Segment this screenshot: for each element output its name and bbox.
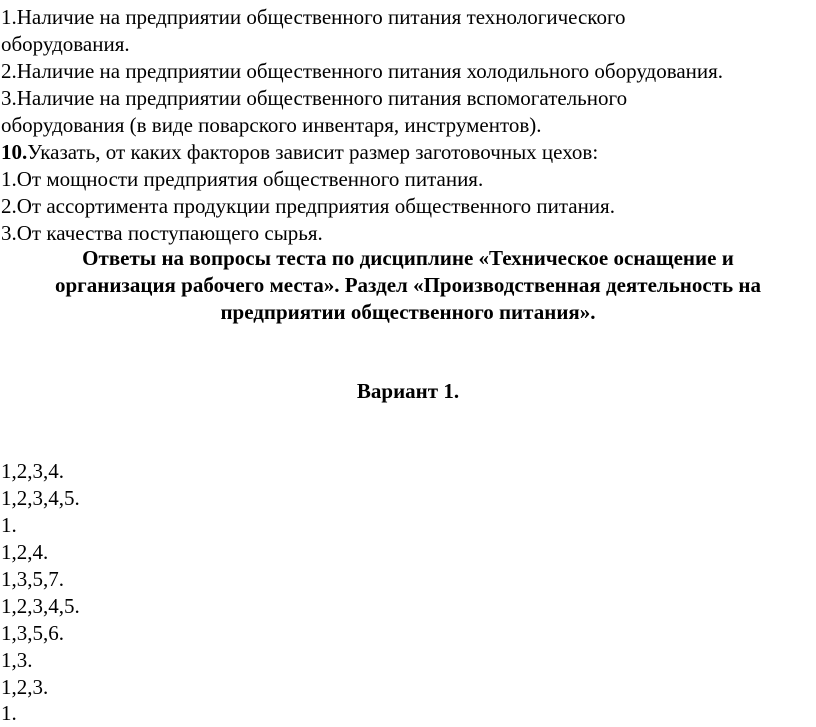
answer-item: 1,2,3. xyxy=(1,675,49,699)
answer-item: 1. xyxy=(1,513,17,537)
question-item-text: оборудования (в виде поварского инвентаря, инструментов). xyxy=(1,113,542,137)
question-10-option: 1.От мощности предприятия общественного питания. xyxy=(1,167,484,191)
variant-title: Вариант 1. xyxy=(356,379,460,403)
answer-item: 1,2,3,4. xyxy=(1,459,64,483)
answer-item: 1. xyxy=(1,701,17,725)
question-10 xyxy=(1,139,598,165)
answers-heading-line: предприятии общественного питания». xyxy=(220,300,596,324)
question-10-option: 3.От качества поступающего сырья. xyxy=(1,221,323,245)
answer-item: 1,3,5,7. xyxy=(1,567,64,591)
answer-item: 1,3,5,6. xyxy=(1,621,64,645)
question-10-text: Указать, от каких факторов зависит размер заготовочных цехов: xyxy=(27,140,599,164)
answer-item: 1,2,4. xyxy=(1,540,49,564)
answer-item: 1,3. xyxy=(1,648,33,672)
question-item-text: 1.Наличие на предприятии общественного питания технологического xyxy=(1,5,626,29)
answers-heading-line: Ответы на вопросы теста по дисциплине «Техническое оснащение и xyxy=(82,246,734,270)
question-item-text: 3.Наличие на предприятии общественного питания вспомогательного xyxy=(1,86,628,110)
answers-heading-line: организация рабочего места». Раздел «Производственная деятельность на xyxy=(55,273,761,297)
answer-item: 1,2,3,4,5. xyxy=(1,486,80,510)
answer-item: 1,2,3,4,5. xyxy=(1,594,80,618)
question-10-number: 10. xyxy=(1,140,28,164)
question-10-option: 2.От ассортимента продукции предприятия общественного питания. xyxy=(1,194,615,218)
question-item-text: оборудования. xyxy=(1,32,130,56)
question-item-text: 2.Наличие на предприятии общественного питания холодильного оборудования. xyxy=(1,59,724,83)
